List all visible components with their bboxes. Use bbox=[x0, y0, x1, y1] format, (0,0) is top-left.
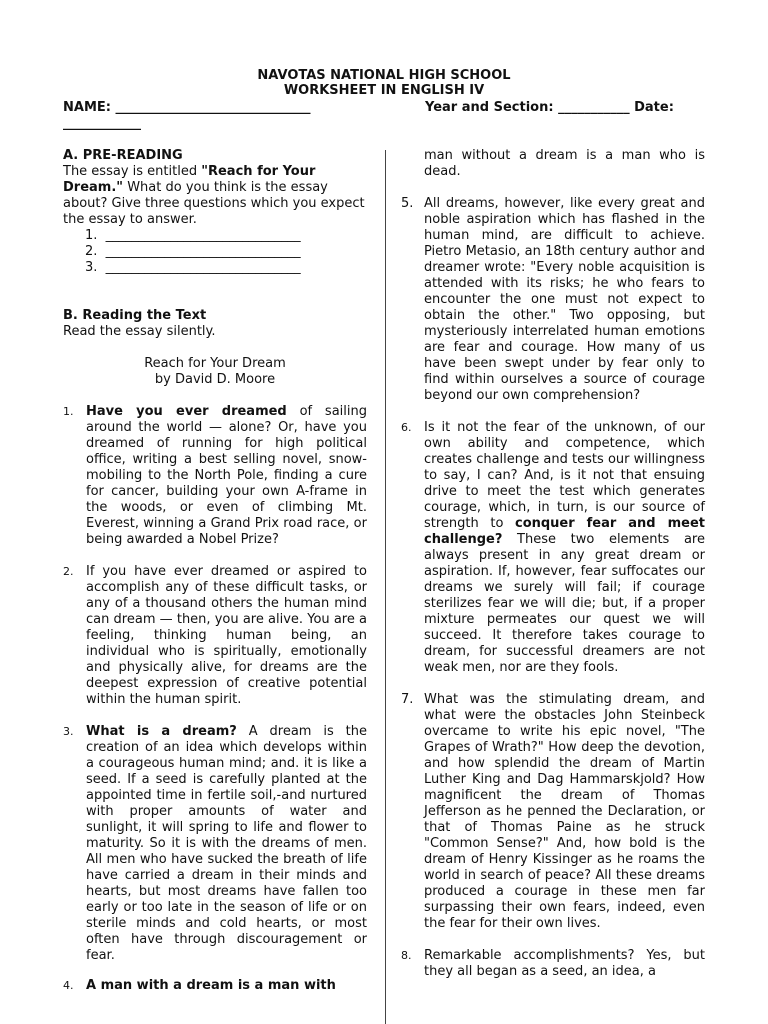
essay-author: by David D. Moore bbox=[154, 372, 276, 387]
essay-paragraph-2 bbox=[63, 564, 367, 708]
essay-title: Reach for Your Dream bbox=[144, 356, 286, 371]
question-number: 3. bbox=[85, 260, 98, 275]
answer-line: ______________________________ bbox=[105, 244, 301, 259]
section-a-title: A. PRE-READING bbox=[63, 148, 183, 163]
column-divider bbox=[385, 150, 386, 1024]
school-name: NAVOTAS NATIONAL HIGH SCHOOL bbox=[257, 68, 511, 83]
essay-paragraph-4-start bbox=[63, 978, 367, 994]
paragraph-number: 7. bbox=[401, 692, 414, 707]
paragraph-lead: What is a dream? bbox=[86, 724, 237, 739]
paragraph-bold: conquer fear and meet challenge? bbox=[424, 516, 705, 547]
worksheet-header bbox=[0, 68, 768, 98]
section-b-instruction: Read the essay silently. bbox=[63, 324, 216, 339]
intro-text: The essay is entitled bbox=[63, 164, 202, 179]
paragraph-number: 6. bbox=[401, 421, 412, 434]
date-line: ____________ bbox=[63, 116, 141, 131]
question-item bbox=[85, 260, 367, 276]
essay-paragraph-6 bbox=[401, 420, 705, 676]
paragraph-number: 2. bbox=[63, 565, 74, 578]
worksheet-title: WORKSHEET IN ENGLISH IV bbox=[283, 83, 485, 98]
paragraph-text-2: These two elements are always present in any great dream or aspiration. If, however, fear suffocates our dreams we surely will fail; if courage sterilizes fear we will die; but, if a proper mixture permeates our quest we will succeed. It therefore takes courage to dream, for successful dreamers are not weak men, nor are they fools. bbox=[424, 532, 705, 675]
paragraph-number: 5. bbox=[401, 196, 414, 211]
paragraph-text: What was the stimulating dream, and what were the obstacles John Steinbeck overcame to write his epic novel, "The Grapes of Wrath?" How deep the devotion, and how splendid the dream of Martin Luther King and Dag Hammarskjold? How magnificent the dream of Thomas Jefferson as he penned the Declaration, or that of Thomas Paine as he struck "Common Sense?" And, how bold is the dream of Henry Kissinger as he roams the world in search of peace? All these dreams produced a courage in these men far surpassing their own fears, indeed, even the fear for their own lives. bbox=[424, 692, 705, 931]
essay-paragraph-8 bbox=[401, 948, 705, 980]
paragraph-text: If you have ever dreamed or aspired to accomplish any of these difficult tasks, or any of a thousand others the human mind can dream — then, you are alive. You are a feeling, thinking human being, an individual who is spiritually, emotionally and physically alive, for dreams are the deepest expression of creative potential within the human spirit. bbox=[86, 564, 367, 707]
essay-paragraph-3 bbox=[63, 724, 367, 964]
paragraph-number: 8. bbox=[401, 949, 412, 962]
question-list bbox=[63, 228, 367, 276]
paragraph-lead: Have you ever dreamed bbox=[86, 404, 287, 419]
section-b-title: B. Reading the Text bbox=[63, 308, 207, 323]
section-a-intro bbox=[63, 164, 367, 228]
student-info-row bbox=[63, 100, 713, 132]
paragraph-text: man without a dream is a man who is dead. bbox=[424, 148, 705, 179]
answer-line: ______________________________ bbox=[105, 228, 301, 243]
question-number: 2. bbox=[85, 244, 98, 259]
essay-paragraph-1 bbox=[63, 404, 367, 548]
answer-line: ______________________________ bbox=[105, 260, 301, 275]
right-column bbox=[401, 148, 705, 980]
paragraph-lead: A man with a dream is a man with bbox=[86, 978, 336, 993]
left-column bbox=[63, 148, 367, 994]
paragraph-text: Remarkable accomplishments? Yes, but they all began as a seed, an idea, a bbox=[424, 948, 705, 979]
question-number: 1. bbox=[85, 228, 98, 243]
paragraph-number: 4. bbox=[63, 979, 74, 992]
year-section-date-field: Year and Section: ___________ Date: bbox=[425, 100, 674, 115]
essay-paragraph-7 bbox=[401, 692, 705, 932]
essay-paragraph-4-cont bbox=[401, 148, 705, 180]
essay-paragraph-5 bbox=[401, 196, 705, 404]
essay-title-ref: "Reach for Your Dream." bbox=[63, 164, 316, 195]
paragraph-text: of sailing around the world — alone? Or, have you dreamed of running for high political office, writing a best selling novel, snow-mobiling to the North Pole, finding a cure for cancer, building your own A-frame in the woods, or even of climbing Mt. Everest, winning a Grand Prix road race, or being awarded a Nobel Prize? bbox=[86, 404, 367, 547]
paragraph-number: 3. bbox=[63, 725, 74, 738]
paragraph-number: 1. bbox=[63, 405, 74, 418]
paragraph-text: Is it not the fear of the unknown, of our own ability and competence, which creates challenge and tests our willingness to say, I can? And, is it not that ensuing drive to meet the test which generates courage, which, in turn, is our source of strength to bbox=[424, 420, 705, 531]
intro-text-2: What do you think is the essay about? Give three questions which you expect the essay to answer. bbox=[63, 180, 365, 227]
paragraph-text: All dreams, however, like every great and noble aspiration which has flashed in the human mind, are difficult to achieve. Pietro Metasio, an 18th century author and dreamer wrote: "Every noble acquisition is attended with its risks; he who fears to encounter the one must not expect to obtain the other." Two opposing, but mysteriously interrelated human emotions are fear and courage. How many of us have been swept under by fear only to find within ourselves a source of courage beyond our own comprehension? bbox=[424, 196, 705, 403]
question-item bbox=[85, 244, 367, 260]
paragraph-text: A dream is the creation of an idea which develops within a courageous human mind; and. it is like a seed. If a seed is carefully planted at the appointed time in fertile soil,-and nurtured with proper amounts of water and sunlight, it will spring to life and flower to maturity. So it is with the dreams of men. All men who have sucked the breath of life have carried a dream in their minds and hearts, but most dreams have fallen too early or too late in the season of life or on sterile minds and cold hearts, or most often have through discouragement or fear. bbox=[86, 724, 367, 963]
name-field: NAME: ______________________________ bbox=[63, 100, 311, 115]
question-item bbox=[85, 228, 367, 244]
